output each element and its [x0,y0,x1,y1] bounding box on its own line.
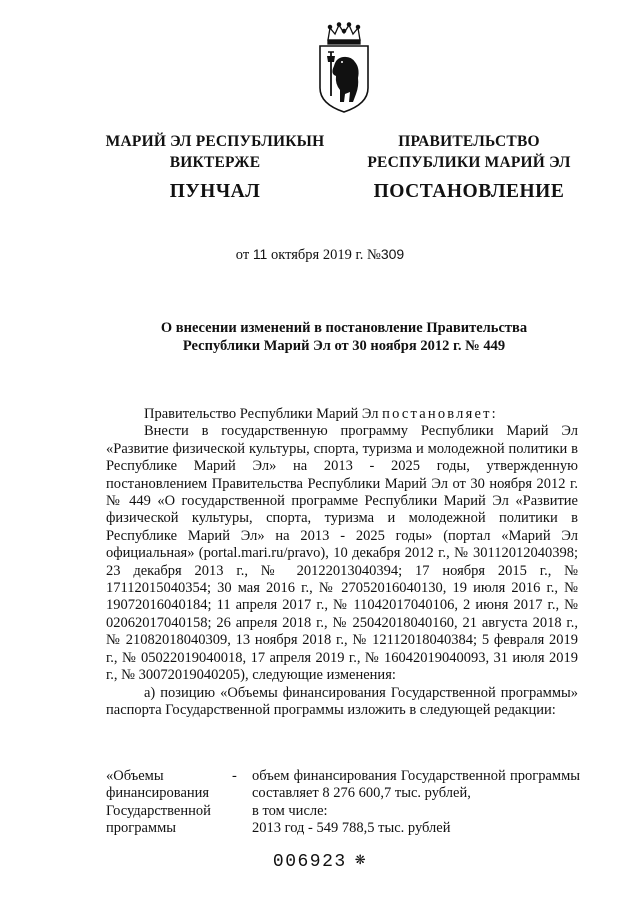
header-left-doc-type: ПУНЧАЛ [169,181,261,202]
decree-day: 11 [252,246,268,262]
header-right-doc-type: ПОСТАНОВЛЕНИЕ [373,181,565,202]
header-left-line1: МАРИЙ ЭЛ РЕСПУБЛИКЫН [105,133,325,150]
title-line2: Республики Марий Эл от 30 ноября 2012 г. № 449 [182,338,506,354]
passport-value-line3: 2013 год - 549 788,5 тыс. рублей [252,820,451,837]
star-seal-icon: ❋ [354,853,368,868]
decree-number: 309 [380,246,405,262]
passport-row-label: «Объемы финансирования Государственной программы [106,768,211,837]
header-left-block [96,131,334,205]
decree-intro-text: Правительство Республики Марий Эл [144,406,379,422]
title-line1: О внесении изменений в постановление Правительства [160,320,528,336]
decree-body [106,406,578,719]
decree-title [108,319,580,355]
dateline-prefix: от [235,247,250,263]
passport-value-line1: объем финансирования Государственной программы составляет 8 276 600,7 тыс. рублей, [252,768,580,802]
decree-intro [106,406,578,423]
passport-row-dash: - [232,768,237,784]
header-left-line2: ВИКТЕРЖЕ [169,154,261,171]
paragraph-1: Внести в государственную программу Республики Марий Эл «Развитие физической культуры, спорта, туризма и молодежной политики в Республике Марий Эл» на 2013 - 2025 годы, утвержденную постановлением Правительства Республики Марий Эл от 30 ноября 2012 г. № 449 «О государственной программе Республики Марий Эл «Развитие физической культуры, спорта, туризма и молодежной политики в Республике Марий Эл» на 2013 - 2025 годы» (портал «Марий Эл официальная» (portal.mari.ru/pravo), 10 декабря 2012 г., № 30112012040398; 23 декабря 2013 г., № 20122013040394; 17 ноября 2015 г., № 17112015040354; 30 мая 2016 г., № 27052016040130, 19 июля 2016 г., № 19072016040184; 11 апреля 2017 г., № 11042017040106, 2 июня 2017 г., № 02062017040158; 26 апреля 2018 г., № 25042018040160, 21 августа 2018 г., № 21082018040309, 13 ноября 2018 г., № 12112018040384; 5 февраля 2019 г., № 05022019040018, 17 апреля 2019 г., № 16042019040093, 31 июля 2019 г., № 30072019040205), следующие изменения: [106,423,578,684]
paragraph-2: а) позицию «Объемы финансирования Государственной программы» паспорта Государственной программы изложить в следующей редакции: [106,684,578,718]
decree-dateline [0,246,640,264]
header-right-line2: РЕСПУБЛИКИ МАРИЙ ЭЛ [367,154,571,171]
serial-number: 006923 [272,852,347,872]
bear-with-axe-coat-of-arms-icon [318,22,370,114]
passport-value-line2: в том числе: [252,802,328,819]
form-serial [0,852,640,872]
header-right-line1: ПРАВИТЕЛЬСТВО [398,133,540,150]
decree-word: постановляет: [382,406,498,422]
dateline-middle: октября 2019 г. № [270,247,381,263]
passport-row-value [252,768,580,838]
header-right-block [358,131,580,205]
